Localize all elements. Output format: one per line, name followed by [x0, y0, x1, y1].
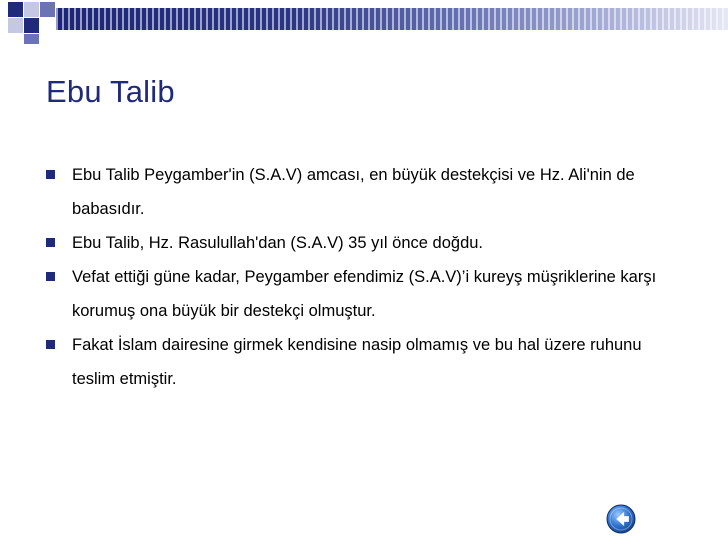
back-button[interactable]: [606, 504, 636, 534]
square-bullet-icon: [46, 340, 55, 349]
corner-decoration: [0, 0, 56, 46]
bullet-text: Fakat İslam dairesine girmek kendisine nasip olmamış ve bu hal üzere ruhunu teslim etmiştir.: [72, 336, 642, 388]
bullet-list: [46, 158, 666, 396]
decor-square: [40, 2, 55, 17]
bullet-item: [46, 226, 666, 260]
bullet-text: Ebu Talib, Hz. Rasulullah'dan (S.A.V) 35 yıl önce doğdu.: [72, 234, 484, 252]
square-bullet-icon: [46, 170, 55, 179]
bullet-item: [46, 260, 666, 328]
decor-square: [8, 18, 23, 33]
bullet-item: [46, 158, 666, 226]
decor-square: [24, 18, 39, 33]
back-arrow-icon: [606, 504, 636, 534]
bullet-text: Ebu Talib Peygamber'in (S.A.V) amcası, en büyük destekçisi ve Hz. Ali'nin de babasıdır.: [72, 166, 635, 218]
header-stripe-band: [56, 8, 728, 30]
decor-square: [8, 2, 23, 17]
decor-square: [24, 2, 39, 17]
square-bullet-icon: [46, 238, 55, 247]
slide-title: Ebu Talib: [46, 74, 175, 109]
decor-square: [24, 34, 39, 44]
bullet-item: [46, 328, 666, 396]
bullet-text: Vefat ettiği güne kadar, Peygamber efendimiz (S.A.V)’i kureyş müşriklerine karşı korumuş ona büyük bir destekçi olmuştur.: [72, 268, 657, 320]
square-bullet-icon: [46, 272, 55, 281]
